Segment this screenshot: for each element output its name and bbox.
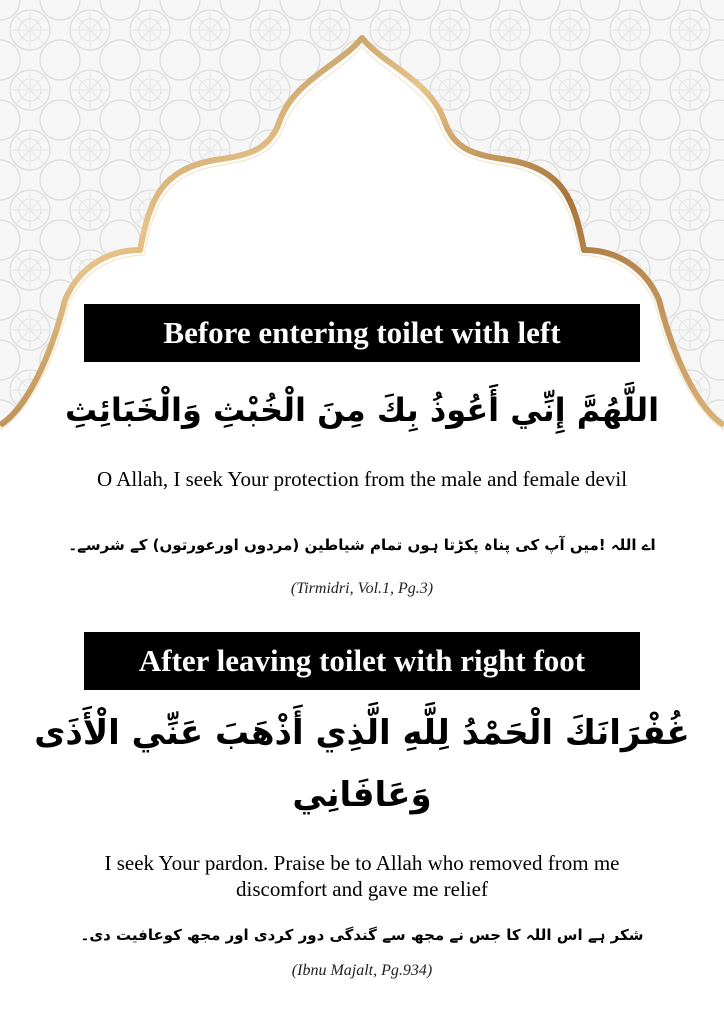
section2-urdu-translation: شکر ہے اس اللہ کا جس نے مجھ سے گندگی دور کردی اور مجھ کوعافیت دی۔ bbox=[80, 926, 644, 944]
section2-heading: After leaving toilet with right foot bbox=[84, 632, 640, 690]
section1-reference: (Tirmidri, Vol.1, Pg.3) bbox=[290, 580, 434, 597]
section1-urdu-translation: اے اللہ !میں آپ کی پناہ پکڑتا ہوں تمام شیاطین (مردوں اورعورتوں) کے شرسے۔ bbox=[68, 536, 656, 554]
section2-arabic-dua: غُفْرَانَكَ الْحَمْدُ لِلَّهِ الَّذِي أَذْهَبَ عَنِّي الْأَذَى وَعَافَانِي bbox=[34, 713, 690, 815]
section2-english-translation: I seek Your pardon. Praise be to Allah who removed from me discomfort and gave me relief bbox=[104, 851, 620, 901]
section1-arabic-dua: اللَّهُمَّ إِنِّي أَعُوذُ بِكَ مِنَ الْخُبْثِ وَالْخَبَائِثِ bbox=[64, 391, 660, 429]
section2-reference: (Ibnu Majalt, Pg.934) bbox=[291, 962, 433, 979]
section1-heading: Before entering toilet with left bbox=[84, 304, 640, 362]
section1-english-translation: O Allah, I seek Your protection from the male and female devil bbox=[96, 467, 628, 491]
